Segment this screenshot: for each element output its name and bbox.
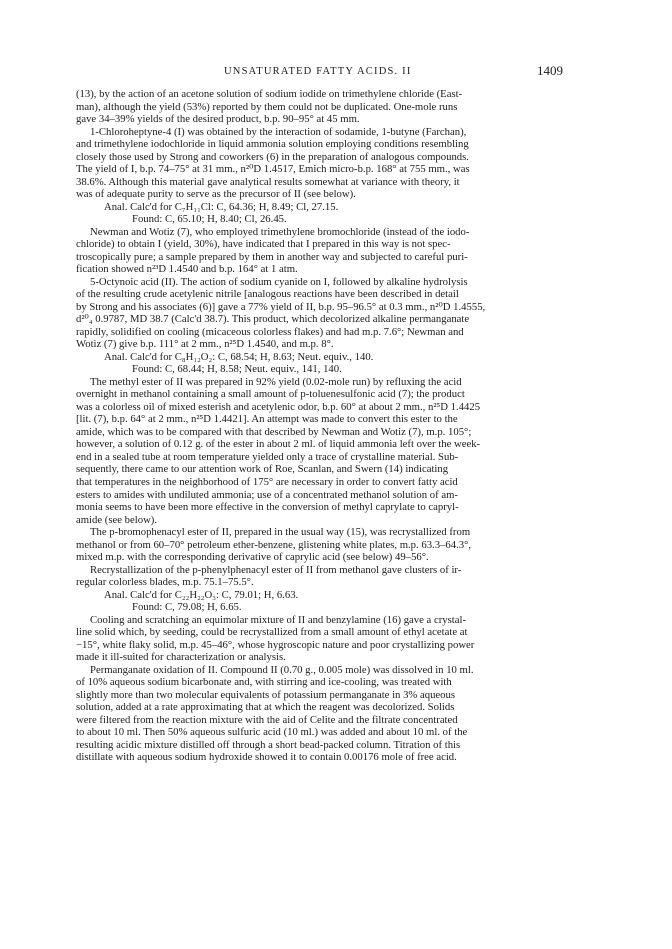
text-line: man), although the yield (53%) reported by them could not be duplicated. One-mole runs <box>76 100 458 113</box>
text-line: [lit. (7), b.p. 64° at 2 mm., n²⁵D 1.4421]. An attempt was made to convert this ester to the <box>76 413 458 426</box>
text-line: troscopically pure; a sample prepared by them in another way and subjected to careful puri- <box>76 250 468 263</box>
text-line: of 10% aqueous sodium bicarbonate and, with stirring and ice-cooling, was treated with <box>76 676 452 689</box>
text-line: chloride) to obtain I (yield, 30%), have indicated that I prepared in this way is not spec- <box>76 238 451 251</box>
text-line: Recrystallization of the p-phenylphenacyl ester of II from methanol gave clusters of ir- <box>90 563 462 576</box>
text-line: regular colorless blades, m.p. 75.1–75.5°. <box>76 576 254 589</box>
running-head: UNSATURATED FATTY ACIDS. II <box>224 66 412 77</box>
text-line: Wotiz (7) give b.p. 111° at 2 mm., n²⁵D 1.4540, and m.p. 8°. <box>76 338 334 351</box>
text-line: of the resulting crude acetylenic nitrile [analogous reactions have been described in detail <box>76 288 459 301</box>
text-line: resulting acidic mixture distilled off through a short bead-packed column. Titration of this <box>76 738 461 751</box>
text-line: The methyl ester of II was prepared in 92% yield (0.02-mole run) by refluxing the acid <box>90 375 462 388</box>
text-line: Permanganate oxidation of II. Compound II (0.70 g., 0.005 mole) was dissolved in 10 ml. <box>90 663 474 676</box>
text-line: mixed m.p. with the corresponding derivative of caprylic acid (see below) 49–56°. <box>76 551 429 564</box>
text-line: Anal. Calc'd for C₈H₁₂O₂: C, 68.54; H, 8.63; Neut. equiv., 140. <box>104 350 374 363</box>
text-line: fication showed n²³D 1.4540 and b.p. 164° at 1 atm. <box>76 263 298 276</box>
text-line: methanol or from 60–70° petroleum ether-benzene, glistening white plates, m.p. 63.3–64.3°, <box>76 538 472 551</box>
text-line: were filtered from the reaction mixture with the aid of Celite and the filtrate concentrated <box>76 713 458 726</box>
text-line: Found: C, 79.08; H, 6.65. <box>132 601 242 614</box>
text-line: esters to amides with undiluted ammonia; use of a concentrated methanol solution of am- <box>76 488 458 501</box>
text-line: was of adequate purity to serve as the precursor of II (see below). <box>76 188 356 201</box>
text-line: monia seems to have been more effective in the conversion of methyl caprylate to capryl- <box>76 501 459 514</box>
text-line: amide, which was to be compared with that described by Newman and Wotiz (7), m.p. 105°; <box>76 425 472 438</box>
text-line: (13), by the action of an acetone solution of sodium iodide on trimethylene chloride (East- <box>76 88 463 100</box>
text-line: closely those used by Strong and coworkers (6) in the preparation of analogous compounds. <box>76 150 469 163</box>
text-line: that temperatures in the neighborhood of 175° are necessary in order to convert fatty acid <box>76 475 458 488</box>
text-line: to about 10 ml. Then 50% aqueous sulfuric acid (10 ml.) was added and about 10 ml. of the <box>76 726 468 739</box>
body-text <box>76 88 598 764</box>
text-line: line solid which, by seeding, could be recrystallized from a small amount of ethyl acetate at <box>76 626 468 639</box>
text-line: Cooling and scratching an equimolar mixture of II and benzylamine (16) gave a crystal- <box>90 613 467 626</box>
text-line: and trimethylene iodochloride in liquid ammonia solution employing conditions resembling <box>76 138 469 151</box>
text-line: slightly more than two molecular equivalents of potassium permanganate in 3% aqueous <box>76 688 456 701</box>
text-line: gave 34–39% yields of the desired product, b.p. 90–95° at 45 mm. <box>76 113 360 126</box>
text-line: 1-Chloroheptyne-4 (I) was obtained by the interaction of sodamide, 1-butyne (Farchan), <box>90 125 467 138</box>
text-line: Anal. Calc'd for C₂₂H₂₂O₃: C, 79.01; H, 6.63. <box>104 588 299 601</box>
text-line: Found: C, 65.10; H, 8.40; Cl, 26.45. <box>132 213 287 226</box>
text-line: 5-Octynoic acid (II). The action of sodium cyanide on I, followed by alkaline hydrolysis <box>90 275 468 288</box>
text-line: made it ill-suited for characterization or analysis. <box>76 651 286 664</box>
text-line: d²⁰₄ 0.9787, MD 38.7 (Calc'd 38.7). This product, which decolorized alkaline permanganate <box>76 313 470 326</box>
text-line: Newman and Wotiz (7), who employed trimethylene bromochloride (instead of the iodo- <box>90 225 470 238</box>
page-number: 1409 <box>537 63 563 78</box>
text-line: Anal. Calc'd for C₇H₁₁Cl: C, 64.36; H, 8.49; Cl, 27.15. <box>104 200 339 213</box>
text-line: The yield of I, b.p. 74–75° at 31 mm., n²⁰D 1.4517, Emich micro-b.p. 168° at 755 mm., was <box>76 163 470 176</box>
text-line: −15°, white flaky solid, m.p. 45–46°, whose hygroscopic nature and poor crystallizing power <box>76 638 475 651</box>
text-line: end in a sealed tube at room temperature yielded only a trace of crystalline material. Sub- <box>76 450 459 463</box>
text-line: amide (see below). <box>76 513 158 526</box>
text-line: was a colorless oil of mixed esterish and acetylenic odor, b.p. 60° at about 2 mm., n²⁵D 1.4425 <box>76 400 481 413</box>
text-line: by Strong and his associates (6)] gave a 77% yield of II, b.p. 95–96.5° at 0.3 mm., n²⁰D 1.4555, <box>76 300 486 313</box>
text-line: distillate with aqueous sodium hydroxide showed it to contain 0.00176 mole of free acid. <box>76 751 457 764</box>
text-line: Found: C, 68.44; H, 8.58; Neut. equiv., 141, 140. <box>132 363 342 376</box>
text-line: solution, added at a rate approximating that at which the reagent was decolorized. Solids <box>76 701 455 714</box>
text-line: The p-bromophenacyl ester of II, prepared in the usual way (15), was recrystallized from <box>90 526 471 539</box>
text-line: 38.6%. Although this material gave analytical results somewhat at variance with theory, it <box>76 175 460 188</box>
text-line: however, a solution of 0.12 g. of the ester in about 2 ml. of liquid ammonia left over the week- <box>76 438 481 451</box>
text-line: overnight in methanol containing a small amount of p-toluenesulfonic acid (7); the product <box>76 388 465 401</box>
text-line: sequently, there came to our attention work of Roe, Scanlan, and Swern (14) indicating <box>76 463 449 476</box>
text-line: rapidly, solidified on cooling (micaceous colorless flakes) and had m.p. 7.6°; Newman and <box>76 325 464 338</box>
